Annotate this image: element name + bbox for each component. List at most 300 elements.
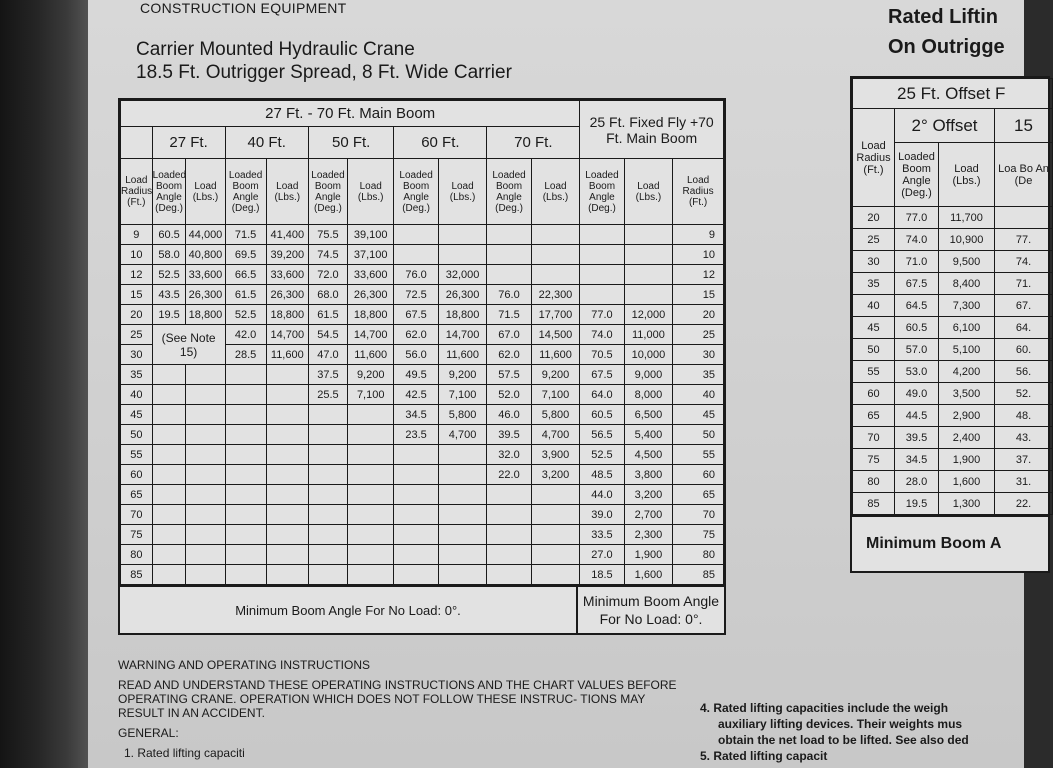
boom-angle-cell: 32.0 [487, 445, 531, 465]
load-cell: 33,600 [347, 265, 393, 285]
boom-angle-cell [487, 245, 531, 265]
table-row [121, 525, 724, 545]
load-cell: 26,300 [186, 285, 225, 305]
load-radius-cell: 40 [121, 385, 153, 405]
offset-next-cell: 22. [995, 493, 1053, 515]
note-1: 1. Rated lifting capaciti [124, 746, 245, 760]
boom-angle-cell: 60.5 [152, 225, 186, 245]
load-cell [531, 545, 580, 565]
fly-radius-cell: 85 [673, 565, 724, 585]
table-row [853, 207, 1053, 229]
boom-angle-cell [225, 565, 266, 585]
table-row [853, 339, 1053, 361]
load-cell: 7,100 [531, 385, 580, 405]
boom-angle-cell: 62.0 [394, 325, 438, 345]
fly-radius-cell: 70 [673, 505, 724, 525]
general-label: GENERAL: [118, 726, 179, 740]
offset-next-cell: 37. [995, 449, 1053, 471]
fly-angle-cell: 48.5 [580, 465, 624, 485]
load-cell: 39,200 [266, 245, 308, 265]
boom-angle-cell: 67.0 [487, 325, 531, 345]
fly-radius-cell: 30 [673, 345, 724, 365]
table-row [121, 305, 724, 325]
load-cell [347, 405, 393, 425]
boom-angle-cell [308, 525, 347, 545]
boom-angle-cell [394, 225, 438, 245]
fly-load-cell: 12,000 [624, 305, 673, 325]
boom-angle-cell [394, 525, 438, 545]
offset-load-cell: 4,200 [939, 361, 995, 383]
offset-angle-cell: 19.5 [895, 493, 939, 515]
offset-load-col: Load (Lbs.) [939, 143, 995, 207]
main-load-chart [118, 98, 726, 635]
boom-angle-cell [308, 545, 347, 565]
table-row [121, 465, 724, 485]
boom-angle-cell [225, 445, 266, 465]
title-line-2: 18.5 Ft. Outrigger Spread, 8 Ft. Wide Carrier [136, 62, 512, 83]
offset-next-col: Loa Bo An (De [995, 143, 1053, 207]
boom-angle-cell [225, 545, 266, 565]
load-cell [531, 505, 580, 525]
table-row [853, 405, 1053, 427]
boom-angle-cell: 76.0 [394, 265, 438, 285]
boom-angle-cell: 75.5 [308, 225, 347, 245]
boom-angle-cell: 43.5 [152, 285, 186, 305]
offset-next-cell: 56. [995, 361, 1053, 383]
fly-radius-cell: 60 [673, 465, 724, 485]
load-cell [266, 405, 308, 425]
offset-table-body [853, 207, 1053, 515]
table-row [853, 493, 1053, 515]
table-row [121, 405, 724, 425]
boom-angle-cell: 71.5 [225, 225, 266, 245]
blank-radius-header: Load Radius (Ft.) [853, 109, 895, 207]
load-radius-cell: 60 [121, 465, 153, 485]
offset-radius-cell: 85 [853, 493, 895, 515]
boom-angle-cell: 46.0 [487, 405, 531, 425]
table-row [853, 295, 1053, 317]
offset-load-cell: 10,900 [939, 229, 995, 251]
load-cell: 17,700 [531, 305, 580, 325]
load-cell: 3,200 [531, 465, 580, 485]
load-cell [531, 245, 580, 265]
fly-radius-cell: 45 [673, 405, 724, 425]
load-cell [347, 525, 393, 545]
load-cell: 26,300 [438, 285, 487, 305]
chart-footer [120, 585, 724, 633]
fly-angle-cell: 77.0 [580, 305, 624, 325]
offset-next-cell: 60. [995, 339, 1053, 361]
offset-radius-cell: 20 [853, 207, 895, 229]
load-cell [438, 485, 487, 505]
load-radius-cell: 25 [121, 325, 153, 345]
boom-angle-cell: 72.0 [308, 265, 347, 285]
fly-load-cell [624, 225, 673, 245]
fly-angle-cell: 64.0 [580, 385, 624, 405]
boom-angle-cell: 71.5 [487, 305, 531, 325]
offset-load-cell: 7,300 [939, 295, 995, 317]
fly-angle-cell [580, 285, 624, 305]
warning-title: WARNING AND OPERATING INSTRUCTIONS [118, 658, 371, 672]
table-row [853, 317, 1053, 339]
offset-load-cell: 11,700 [939, 207, 995, 229]
load-cell [347, 565, 393, 585]
table-row [853, 361, 1053, 383]
boom-angle-cell [152, 505, 186, 525]
boom-angle-col-header: Loaded Boom Angle (Deg.) [487, 159, 531, 225]
boom-angle-cell: 42.5 [394, 385, 438, 405]
boom-angle-cell [487, 225, 531, 245]
load-radius-cell: 50 [121, 425, 153, 445]
load-cell: 11,600 [531, 345, 580, 365]
offset-angle-cell: 74.0 [895, 229, 939, 251]
offset-next-cell: 67. [995, 295, 1053, 317]
title-line-1: Carrier Mounted Hydraulic Crane [136, 39, 415, 60]
load-cell [531, 265, 580, 285]
offset-angle-cell: 53.0 [895, 361, 939, 383]
fly-angle-cell [580, 265, 624, 285]
boom-angle-cell [152, 385, 186, 405]
offset-next-cell [995, 207, 1053, 229]
offset-radius-cell: 30 [853, 251, 895, 273]
load-radius-cell: 9 [121, 225, 153, 245]
load-cell: 4,700 [531, 425, 580, 445]
load-cell: 4,700 [438, 425, 487, 445]
load-cell: 11,600 [266, 345, 308, 365]
boom-angle-cell [152, 465, 186, 485]
load-cell [531, 525, 580, 545]
fly-radius-cell: 80 [673, 545, 724, 565]
load-cell: 37,100 [347, 245, 393, 265]
load-cell [186, 385, 225, 405]
fly-load-cell: 1,900 [624, 545, 673, 565]
load-radius-cell: 70 [121, 505, 153, 525]
boom-angle-col-header: Loaded Boom Angle (Deg.) [394, 159, 438, 225]
load-cell [266, 565, 308, 585]
load-cell: 5,800 [531, 405, 580, 425]
fly-angle-cell: 70.5 [580, 345, 624, 365]
load-cell: 9,200 [531, 365, 580, 385]
boom-angle-cell: 22.0 [487, 465, 531, 485]
boom-angle-cell: 37.5 [308, 365, 347, 385]
load-col-header: Load (Lbs.) [438, 159, 487, 225]
boom-angle-cell [308, 445, 347, 465]
load-cell [266, 445, 308, 465]
load-radius-cell: 10 [121, 245, 153, 265]
table-row [853, 273, 1053, 295]
main-boom-header: 27 Ft. - 70 Ft. Main Boom [121, 101, 580, 127]
offset-radius-cell: 45 [853, 317, 895, 339]
offset-angle-cell: 44.5 [895, 405, 939, 427]
fly-angle-cell: 60.5 [580, 405, 624, 425]
offset-next-cell: 43. [995, 427, 1053, 449]
load-radius-cell: 30 [121, 345, 153, 365]
boom-angle-cell [487, 525, 531, 545]
boom-length-70: 70 Ft. [487, 127, 580, 159]
load-cell: 39,100 [347, 225, 393, 245]
load-chart-plate [88, 0, 1049, 768]
offset-load-cell: 8,400 [939, 273, 995, 295]
load-cell: 9,200 [438, 365, 487, 385]
offset-next-cell: 52. [995, 383, 1053, 405]
load-cell: 32,000 [438, 265, 487, 285]
fly-load-cell: 2,300 [624, 525, 673, 545]
fly-load-cell: 1,600 [624, 565, 673, 585]
load-col-header: Load (Lbs.) [347, 159, 393, 225]
load-cell [266, 425, 308, 445]
boom-angle-cell: 49.5 [394, 365, 438, 385]
boom-length-40: 40 Ft. [225, 127, 308, 159]
table-row [121, 485, 724, 505]
load-col-header: Load (Lbs.) [531, 159, 580, 225]
table-row [121, 505, 724, 525]
load-cell: 5,800 [438, 405, 487, 425]
boom-angle-cell: 68.0 [308, 285, 347, 305]
boom-angle-cell [152, 425, 186, 445]
fly-load-cell: 5,400 [624, 425, 673, 445]
offset-radius-cell: 55 [853, 361, 895, 383]
fly-radius-cell: 50 [673, 425, 724, 445]
load-cell [186, 505, 225, 525]
fly-radius-cell: 35 [673, 365, 724, 385]
offset-load-cell: 5,100 [939, 339, 995, 361]
load-col-header: Load (Lbs.) [266, 159, 308, 225]
load-cell [438, 245, 487, 265]
offset-fly-table [852, 78, 1053, 515]
boom-angle-cell: 54.5 [308, 325, 347, 345]
chart-title [136, 38, 512, 84]
load-radius-cell: 20 [121, 305, 153, 325]
load-radius-cell: 85 [121, 565, 153, 585]
boom-angle-cell: 58.0 [152, 245, 186, 265]
fly-load-cell [624, 285, 673, 305]
load-cell: 40,800 [186, 245, 225, 265]
load-cell [347, 545, 393, 565]
offset-next-cell: 31. [995, 471, 1053, 493]
boom-angle-cell [152, 445, 186, 465]
table-row [121, 245, 724, 265]
load-cell: 18,800 [266, 305, 308, 325]
load-cell [347, 465, 393, 485]
note-4-line-1: 4. Rated lifting capacities include the weigh [700, 701, 949, 715]
boom-angle-col-header: Loaded Boom Angle (Deg.) [308, 159, 347, 225]
warning-body: READ AND UNDERSTAND THESE OPERATING INSTRUCTIONS AND THE CHART VALUES BEFORE OPERATING CRANE. OPERATION WHICH DOES NOT FOLLOW THESE INSTRUC- TIONS MAY RESULT IN AN ACCIDENT. [118, 678, 677, 720]
fly-angle-cell: 39.0 [580, 505, 624, 525]
load-radius-cell: 65 [121, 485, 153, 505]
load-cell: 11,600 [347, 345, 393, 365]
load-cell [186, 425, 225, 445]
fly-radius-cell: 40 [673, 385, 724, 405]
see-note-15: (See Note 15) [152, 325, 225, 365]
table-row [121, 565, 724, 585]
load-cell [186, 365, 225, 385]
load-radius-col-header: Load Radius (Ft.) [121, 159, 153, 225]
load-cell: 3,900 [531, 445, 580, 465]
boom-angle-cell: 19.5 [152, 305, 186, 325]
boom-angle-cell: 52.0 [487, 385, 531, 405]
offset-load-cell: 2,400 [939, 427, 995, 449]
boom-angle-cell: 52.5 [225, 305, 266, 325]
boom-angle-col-header: Loaded Boom Angle (Deg.) [152, 159, 186, 225]
boom-angle-cell: 42.0 [225, 325, 266, 345]
load-radius-cell: 55 [121, 445, 153, 465]
table-row [853, 229, 1053, 251]
table-row [853, 251, 1053, 273]
boom-angle-cell [225, 505, 266, 525]
load-cell [186, 465, 225, 485]
offset-angle-cell: 77.0 [895, 207, 939, 229]
offset-radius-cell: 40 [853, 295, 895, 317]
load-cell [438, 505, 487, 525]
load-cell: 33,600 [186, 265, 225, 285]
table-row [853, 471, 1053, 493]
boom-angle-cell [487, 265, 531, 285]
load-cell: 26,300 [266, 285, 308, 305]
offset-angle-cell: 64.5 [895, 295, 939, 317]
table-row [121, 365, 724, 385]
fly-angle-cell: 67.5 [580, 365, 624, 385]
fly-load-cell: 11,000 [624, 325, 673, 345]
load-cell [266, 365, 308, 385]
load-cell [266, 485, 308, 505]
offset-next-cell: 64. [995, 317, 1053, 339]
boom-angle-cell: 61.5 [308, 305, 347, 325]
load-cell: 22,300 [531, 285, 580, 305]
offset-radius-cell: 25 [853, 229, 895, 251]
fly-radius-cell: 9 [673, 225, 724, 245]
offset-next-cell: 77. [995, 229, 1053, 251]
boom-angle-cell [308, 565, 347, 585]
table-row [853, 383, 1053, 405]
boom-angle-cell [152, 565, 186, 585]
load-cell [186, 405, 225, 425]
fly-angle-cell: 56.5 [580, 425, 624, 445]
boom-angle-cell [308, 485, 347, 505]
dark-background-edge [0, 0, 95, 768]
offset-load-cell: 1,300 [939, 493, 995, 515]
fly-header: 25 Ft. Fixed Fly +70 Ft. Main Boom [580, 101, 724, 159]
table-row [121, 385, 724, 405]
load-cell: 9,200 [347, 365, 393, 385]
fly-load-col-header: Load (Lbs.) [624, 159, 673, 225]
boom-angle-cell: 39.5 [487, 425, 531, 445]
load-radius-cell: 35 [121, 365, 153, 385]
boom-angle-cell [152, 405, 186, 425]
offset-angle-cell: 39.5 [895, 427, 939, 449]
load-table-body [121, 225, 724, 585]
load-radius-cell: 12 [121, 265, 153, 285]
load-cell: 26,300 [347, 285, 393, 305]
offset-angle-cell: 34.5 [895, 449, 939, 471]
offset-angle-cell: 57.0 [895, 339, 939, 361]
boom-angle-cell: 74.5 [308, 245, 347, 265]
load-radius-cell: 80 [121, 545, 153, 565]
boom-angle-cell: 72.5 [394, 285, 438, 305]
fly-load-cell: 4,500 [624, 445, 673, 465]
load-cell [186, 485, 225, 505]
load-cell [531, 225, 580, 245]
fly-angle-col-header: Loaded Boom Angle (Deg.) [580, 159, 624, 225]
boom-angle-col-header: Loaded Boom Angle (Deg.) [225, 159, 266, 225]
fly-radius-cell: 75 [673, 525, 724, 545]
fly-load-cell: 6,500 [624, 405, 673, 425]
offset-fly-chart [850, 76, 1050, 573]
fly-load-cell: 3,200 [624, 485, 673, 505]
boom-angle-cell [225, 365, 266, 385]
offset-next-cell: 71. [995, 273, 1053, 295]
load-cell [347, 505, 393, 525]
column-subheader-row [121, 159, 724, 225]
load-cell [438, 465, 487, 485]
boom-angle-cell [225, 425, 266, 445]
load-cell: 33,600 [266, 265, 308, 285]
offset-load-cell: 6,100 [939, 317, 995, 339]
offset-2deg-header: 2° Offset [895, 109, 995, 143]
note-5: 5. Rated lifting capacit [700, 749, 828, 763]
offset-radius-cell: 80 [853, 471, 895, 493]
boom-angle-cell [225, 405, 266, 425]
fly-load-cell: 3,800 [624, 465, 673, 485]
offset-radius-cell: 35 [853, 273, 895, 295]
table-row [853, 427, 1053, 449]
load-cell [438, 525, 487, 545]
load-cell: 7,100 [347, 385, 393, 405]
offset-angle-cell: 60.5 [895, 317, 939, 339]
table-row [853, 449, 1053, 471]
offset-radius-cell: 50 [853, 339, 895, 361]
load-cell [266, 465, 308, 485]
fly-radius-cell: 55 [673, 445, 724, 465]
load-cell: 11,600 [438, 345, 487, 365]
boom-angle-cell [152, 525, 186, 545]
fly-load-cell: 2,700 [624, 505, 673, 525]
offset-angle-cell: 67.5 [895, 273, 939, 295]
boom-angle-cell [308, 505, 347, 525]
load-cell [266, 505, 308, 525]
offset-angle-col: Loaded Boom Angle (Deg.) [895, 143, 939, 207]
note-4-line-2: auxiliary lifting devices. Their weights mus [718, 717, 963, 731]
load-cell [347, 425, 393, 445]
fly-angle-cell [580, 225, 624, 245]
boom-angle-cell [394, 565, 438, 585]
fly-radius-cell: 20 [673, 305, 724, 325]
boom-angle-cell [308, 405, 347, 425]
boom-angle-cell: 67.5 [394, 305, 438, 325]
load-cell [186, 545, 225, 565]
load-cell [531, 485, 580, 505]
table-row [121, 265, 724, 285]
load-cell [186, 565, 225, 585]
fly-load-cell: 9,000 [624, 365, 673, 385]
min-boom-angle-fly: Minimum Boom Angle For No Load: 0°. [576, 587, 724, 633]
notes-right [700, 700, 969, 764]
fly-angle-cell: 74.0 [580, 325, 624, 345]
right-chart-title [888, 2, 1005, 62]
boom-angle-cell: 57.5 [487, 365, 531, 385]
offset-radius-cell: 70 [853, 427, 895, 449]
fly-angle-cell: 27.0 [580, 545, 624, 565]
offset-fly-header: 25 Ft. Offset F [853, 79, 1053, 109]
boom-angle-cell [394, 485, 438, 505]
load-cell: 44,000 [186, 225, 225, 245]
fly-angle-cell: 18.5 [580, 565, 624, 585]
boom-angle-cell: 34.5 [394, 405, 438, 425]
fly-radius-col-header: Load Radius (Ft.) [673, 159, 724, 225]
boom-angle-cell [225, 465, 266, 485]
boom-angle-cell [394, 445, 438, 465]
boom-angle-cell [152, 545, 186, 565]
boom-angle-cell [394, 245, 438, 265]
